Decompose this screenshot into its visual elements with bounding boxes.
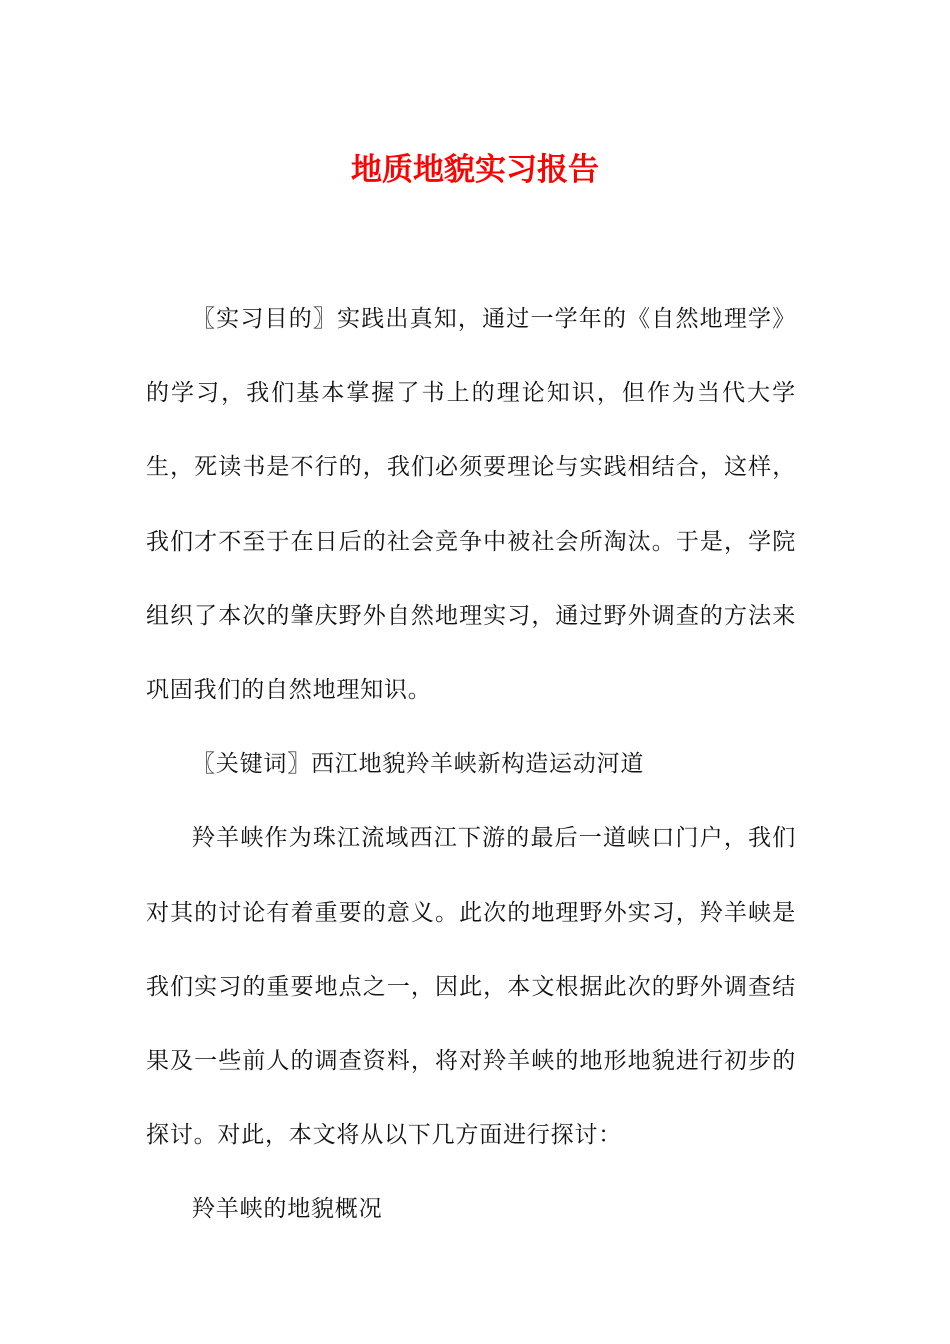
section-heading: 羚羊峡的地貌概况 [192, 1196, 383, 1223]
document-title: 地质地貌实习报告 [351, 152, 599, 188]
paragraph-purpose: 〖实习目的〗实践出真知，通过一学年的《自然地理学》的学习，我们基本掌握了书上的理论知识，但作为当代大学生，死读书是不行的，我们必须要理论与实践相结合，这样，我们才不至于在日后的社会竞争中被社会所淘汰。于是，学院组织了本次的肇庆野外自然地理实习，通过野外调查的方法来巩固我们的自然地理知识。 [146, 306, 796, 704]
paragraph-intro: 羚羊峡作为珠江流域西江下游的最后一道峡口门户，我们对其的讨论有着重要的意义。此次的地理野外实习，羚羊峡是我们实习的重要地点之一，因此，本文根据此次的野外调查结果及一些前人的调查资料，将对羚羊峡的地形地貌进行初步的探讨。对此，本文将从以下几方面进行探讨： [146, 825, 796, 1149]
paragraph-keywords: 〖关键词〗西江地貌羚羊峡新构造运动河道 [192, 751, 645, 778]
document-body [146, 282, 796, 1247]
